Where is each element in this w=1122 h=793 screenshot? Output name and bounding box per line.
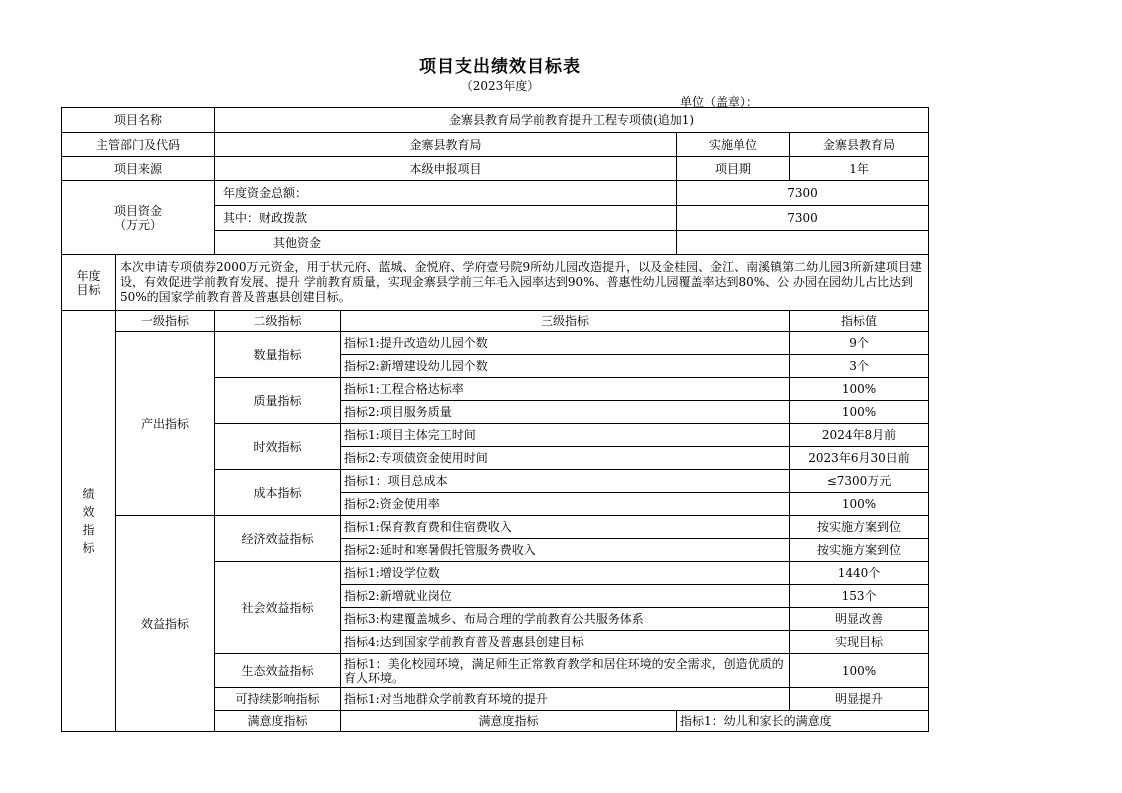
side-char: 绩: [82, 487, 95, 501]
indicator-name: 指标1：项目总成本: [341, 470, 790, 493]
indicator-name: 指标2:新增建设幼儿园个数: [341, 355, 790, 378]
source-value: 本级申报项目: [215, 157, 677, 181]
indicator-value: 明显提升: [790, 688, 929, 711]
indicator-name: 指标1:提升改造幼儿园个数: [341, 332, 790, 355]
department-label: 主管部门及代码: [62, 133, 215, 157]
project-name-label: 项目名称: [62, 108, 215, 133]
indicator-value: 按实施方案到位: [790, 539, 929, 562]
funds-other-value: [677, 231, 929, 255]
source-row: [62, 157, 929, 181]
indicator-value: 153个: [790, 585, 929, 608]
funds-other-label: 其他资金: [215, 231, 677, 255]
indicator-value: 100%: [790, 493, 929, 516]
indicator-name: 指标1：美化校园环境，满足师生正常教育教学和居住环境的安全需求，创造优质的育人环境。: [341, 654, 790, 688]
annual-goal-label: [62, 255, 116, 311]
source-label: 项目来源: [62, 157, 215, 181]
social-indicator-label: 社会效益指标: [215, 562, 341, 654]
funds-total-value: 7300: [677, 181, 929, 206]
funds-label-line1: 项目资金: [114, 203, 163, 218]
quality-indicator-label: 质量指标: [215, 378, 341, 424]
project-name-row: [62, 108, 929, 133]
indicator-name: 指标4:达到国家学前教育普及普惠县创建目标: [341, 631, 790, 654]
indicator-value: 100%: [790, 378, 929, 401]
performance-goal-table: [61, 107, 929, 732]
cost-indicator-label: 成本指标: [215, 470, 341, 516]
annual-goal-row: [62, 255, 929, 311]
sustainable-indicator-label: 可持续影响指标: [215, 688, 341, 711]
indicator-name: 指标1:对当地群众学前教育环境的提升: [341, 688, 790, 711]
annual-goal-label-line2: 目标: [76, 282, 101, 297]
indicator-value: 实现目标: [790, 631, 929, 654]
side-char: 效: [82, 505, 95, 519]
indicator-name: 指标2:资金使用率: [341, 493, 790, 516]
implementing-unit-label: 实施单位: [677, 133, 790, 157]
indicator-row: [62, 332, 929, 355]
indicator-value: 明显改善: [790, 608, 929, 631]
funds-fiscal-label: 其中：财政拨款: [215, 206, 677, 231]
department-row: [62, 133, 929, 157]
funds-label: [62, 181, 215, 255]
indicator-value: ≤7300万元: [790, 470, 929, 493]
department-value: 金寨县教育局: [215, 133, 677, 157]
funds-total-row: [62, 181, 929, 206]
year-label: （2023年度）: [460, 79, 540, 93]
period-value: 1年: [790, 157, 929, 181]
timeliness-indicator-label: 时效指标: [215, 424, 341, 470]
funds-label-line2: （万元）: [114, 217, 163, 232]
annual-goal-label-line1: 年度: [76, 268, 101, 283]
header-level2: 二级指标: [215, 311, 341, 332]
indicator-value: 100%: [790, 654, 929, 688]
side-char: 标: [82, 541, 95, 555]
indicator-name: 指标1:工程合格达标率: [341, 378, 790, 401]
implementing-unit-value: 金寨县教育局: [790, 133, 929, 157]
satisfaction-level2-label: 满意度指标: [341, 711, 677, 732]
performance-side-label: [62, 311, 116, 732]
annual-goal-text: 本次申请专项债券2000万元资金，用于状元府、蓝城、金悦府、学府壹号院9所幼儿园改造提升，以及金桂园、金江、南溪镇第二幼儿园3所新建项目建设，有效促进学前教育发展、提升 学前教育质量，实现金寨县学前三年毛入园率达到90%、普惠性幼儿园覆盖率达到80%、公 办园在园幼儿占比达到50%的国家学前教育普及普惠县创建目标。: [116, 255, 929, 311]
header-level1: 一级指标: [116, 311, 215, 332]
indicator-value: 2024年8月前: [790, 424, 929, 447]
indicator-name: 指标1:增设学位数: [341, 562, 790, 585]
indicator-value: 1440个: [790, 562, 929, 585]
output-indicator-label: 产出指标: [116, 332, 215, 516]
indicator-value: 3个: [790, 355, 929, 378]
indicator-value: 9个: [790, 332, 929, 355]
indicator-name: 指标2:专项债资金使用时间: [341, 447, 790, 470]
benefit-indicator-label: 效益指标: [116, 516, 215, 732]
indicator-name: 指标1：幼儿和家长的满意度: [677, 711, 929, 732]
indicator-name: 指标2:新增就业岗位: [341, 585, 790, 608]
funds-total-label: 年度资金总额：: [215, 181, 677, 206]
indicator-value: 100%: [790, 401, 929, 424]
indicator-header-row: [62, 311, 929, 332]
indicator-value: 按实施方案到位: [790, 516, 929, 539]
indicator-name: 指标1:保育教育费和住宿费收入: [341, 516, 790, 539]
indicator-name: 指标1:项目主体完工时间: [341, 424, 790, 447]
period-label: 项目期: [677, 157, 790, 181]
indicator-row: [62, 516, 929, 539]
funds-fiscal-value: 7300: [677, 206, 929, 231]
header-level3: 三级指标: [341, 311, 790, 332]
satisfaction-level1-label: 满意度指标: [215, 711, 341, 732]
unit-seal-label: 单位（盖章）：: [680, 95, 759, 109]
indicator-value: 2023年6月30日前: [790, 447, 929, 470]
ecological-indicator-label: 生态效益指标: [215, 654, 341, 688]
indicator-name: 指标2:延时和寒暑假托管服务费收入: [341, 539, 790, 562]
quantity-indicator-label: 数量指标: [215, 332, 341, 378]
indicator-name: 指标2:项目服务质量: [341, 401, 790, 424]
project-name-value: 金寨县教育局学前教育提升工程专项债(追加1): [215, 108, 929, 133]
indicator-name: 指标3:构建覆盖城乡、布局合理的学前教育公共服务体系: [341, 608, 790, 631]
page-title: 项目支出绩效目标表: [419, 57, 581, 77]
economic-indicator-label: 经济效益指标: [215, 516, 341, 562]
side-char: 指: [82, 523, 95, 537]
header-value: 指标值: [790, 311, 929, 332]
